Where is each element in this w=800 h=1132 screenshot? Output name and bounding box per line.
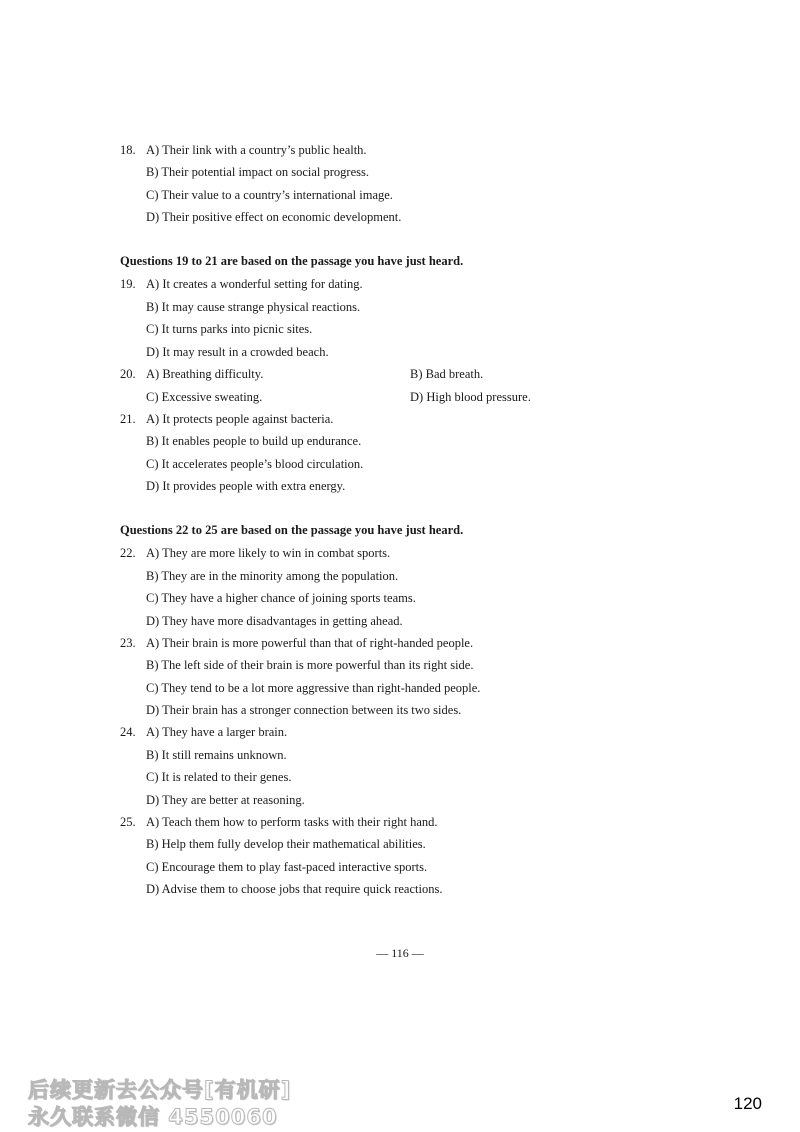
question-25-option-a: 25. A) Teach them how to perform tasks with their right hand.	[120, 815, 438, 829]
question-20-option-a: 20. A) Breathing difficulty.	[120, 367, 264, 381]
question-22-option-a: 22. A) They are more likely to win in combat sports.	[120, 546, 391, 560]
question-24-option-a: 24. A) They have a larger brain.	[120, 725, 288, 739]
watermark-line-2: 永久联系微信 4550060	[28, 1105, 278, 1129]
question-18-option-b: B) Their potential impact on social progress.	[146, 165, 369, 179]
question-21-option-b: B) It enables people to build up endurance.	[146, 434, 362, 448]
question-number: 22.	[120, 546, 136, 560]
question-21-option-c: C) It accelerates people’s blood circulation.	[146, 457, 364, 471]
question-21-option-d: D) It provides people with extra energy.	[146, 479, 346, 493]
question-22-option-d: D) They have more disadvantages in getting ahead.	[146, 614, 403, 628]
section-heading-19-21: Questions 19 to 21 are based on the passage you have just heard.	[120, 254, 464, 268]
page-number: — 116 —	[376, 946, 424, 960]
question-23-option-c: C) They tend to be a lot more aggressive than right-handed people.	[146, 681, 481, 695]
question-19-option-d: D) It may result in a crowded beach.	[146, 345, 329, 359]
question-23-option-d: D) Their brain has a stronger connection between its two sides.	[146, 703, 462, 717]
question-20-option-c: C) Excessive sweating.	[146, 390, 263, 404]
question-number: 20.	[120, 367, 136, 381]
question-18-option-d: D) Their positive effect on economic development.	[146, 210, 402, 224]
question-number: 21.	[120, 412, 136, 426]
question-23-option-b: B) The left side of their brain is more powerful than its right side.	[146, 658, 474, 672]
question-18-option-c: C) Their value to a country’s international image.	[146, 188, 393, 202]
question-19-option-a: 19. A) It creates a wonderful setting for dating.	[120, 277, 363, 291]
question-24-option-c: C) It is related to their genes.	[146, 770, 292, 784]
question-20-option-d: D) High blood pressure.	[410, 390, 531, 404]
question-20-option-b: B) Bad breath.	[410, 367, 484, 381]
question-number: 19.	[120, 277, 136, 291]
question-22-option-b: B) They are in the minority among the population.	[146, 569, 399, 583]
watermark-line-1: 后续更新去公众号[有机研]	[28, 1078, 292, 1102]
question-21-option-a: 21. A) It protects people against bacteria.	[120, 412, 334, 426]
question-number: 25.	[120, 815, 136, 829]
question-number: 23.	[120, 636, 136, 650]
question-25-option-c: C) Encourage them to play fast-paced interactive sports.	[146, 860, 428, 874]
question-25-option-b: B) Help them fully develop their mathematical abilities.	[146, 837, 426, 851]
question-18-option-a: 18. A) Their link with a country’s public health.	[120, 143, 367, 157]
question-24-option-d: D) They are better at reasoning.	[146, 793, 305, 807]
corner-page-number: 120	[733, 1094, 762, 1113]
question-number: 18.	[120, 143, 136, 157]
question-number: 24.	[120, 725, 136, 739]
question-19-option-c: C) It turns parks into picnic sites.	[146, 322, 313, 336]
question-23-option-a: 23. A) Their brain is more powerful than that of right-handed people.	[120, 636, 474, 650]
question-25-option-d: D) Advise them to choose jobs that require quick reactions.	[146, 882, 443, 896]
section-heading-22-25: Questions 22 to 25 are based on the passage you have just heard.	[120, 523, 464, 537]
question-24-option-b: B) It still remains unknown.	[146, 748, 287, 762]
question-19-option-b: B) It may cause strange physical reactions.	[146, 300, 361, 314]
question-22-option-c: C) They have a higher chance of joining sports teams.	[146, 591, 416, 605]
